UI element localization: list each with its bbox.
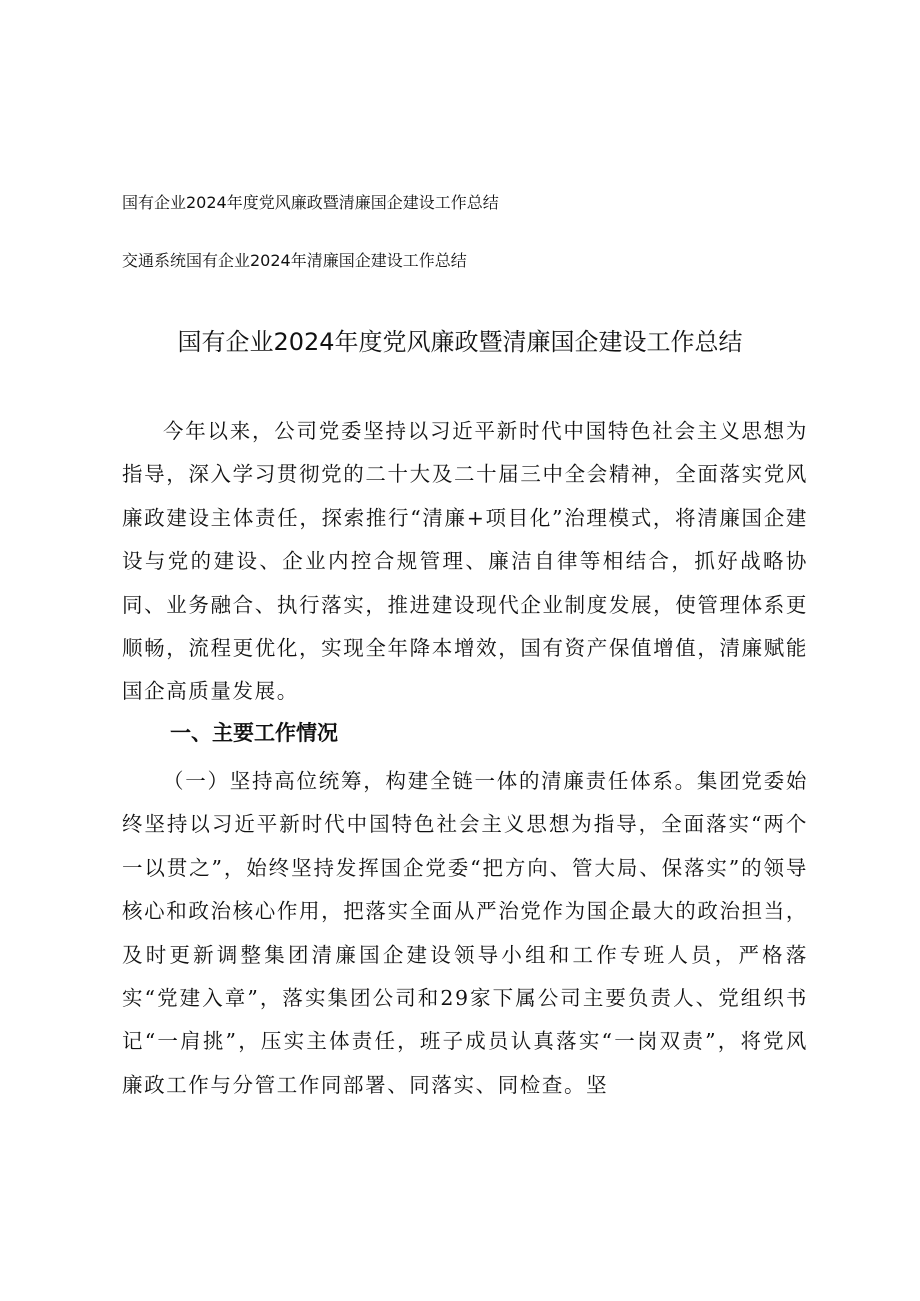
document-title: 国有企业2024年度党风廉政暨清廉国企建设工作总结 [177,328,743,356]
toc-entry-1: 国有企业2024年度党风廉政暨清廉国企建设工作总结 [122,193,499,212]
toc-entry-2: 交通系统国有企业2024年清廉国企建设工作总结 [122,251,467,270]
section-heading: 一、主要工作情况 [170,721,338,745]
section-paragraph: （一）坚持高位统筹，构建全链一体的清廉责任体系。集团党委始终坚持以习近平新时代中国特色社会主义思想为指导，全面落实“两个一以贯之”，始终坚持发挥国企党委“把方向、管大局、保落实”的领导核心和政治核心作用，把落实全面从严治党作为国企最大的政治担当，及时更新调整集团清廉国企建设领导小组和工作专班人员，严格落实“党建入章”，落实集团公司和29家下属公司主要负责人、党组织书记“一肩挑”，压实主体责任，班子成员认真落实“一岗双责”，将党风廉政工作与分管工作同部署、同落实、同检查。坚 [122,769,808,1097]
intro-paragraph: 今年以来，公司党委坚持以习近平新时代中国特色社会主义思想为指导，深入学习贯彻党的二十大及二十届三中全会精神，全面落实党风廉政建设主体责任，探索推行“清廉+项目化”治理模式，将清廉国企建设与党的建设、企业内控合规管理、廉洁自律等相结合，抓好战略协同、业务融合、执行落实，推进建设现代企业制度发展，使管理体系更顺畅，流程更优化，实现全年降本增效，国有资产保值增值，清廉赋能国企高质量发展。 [122,419,808,704]
